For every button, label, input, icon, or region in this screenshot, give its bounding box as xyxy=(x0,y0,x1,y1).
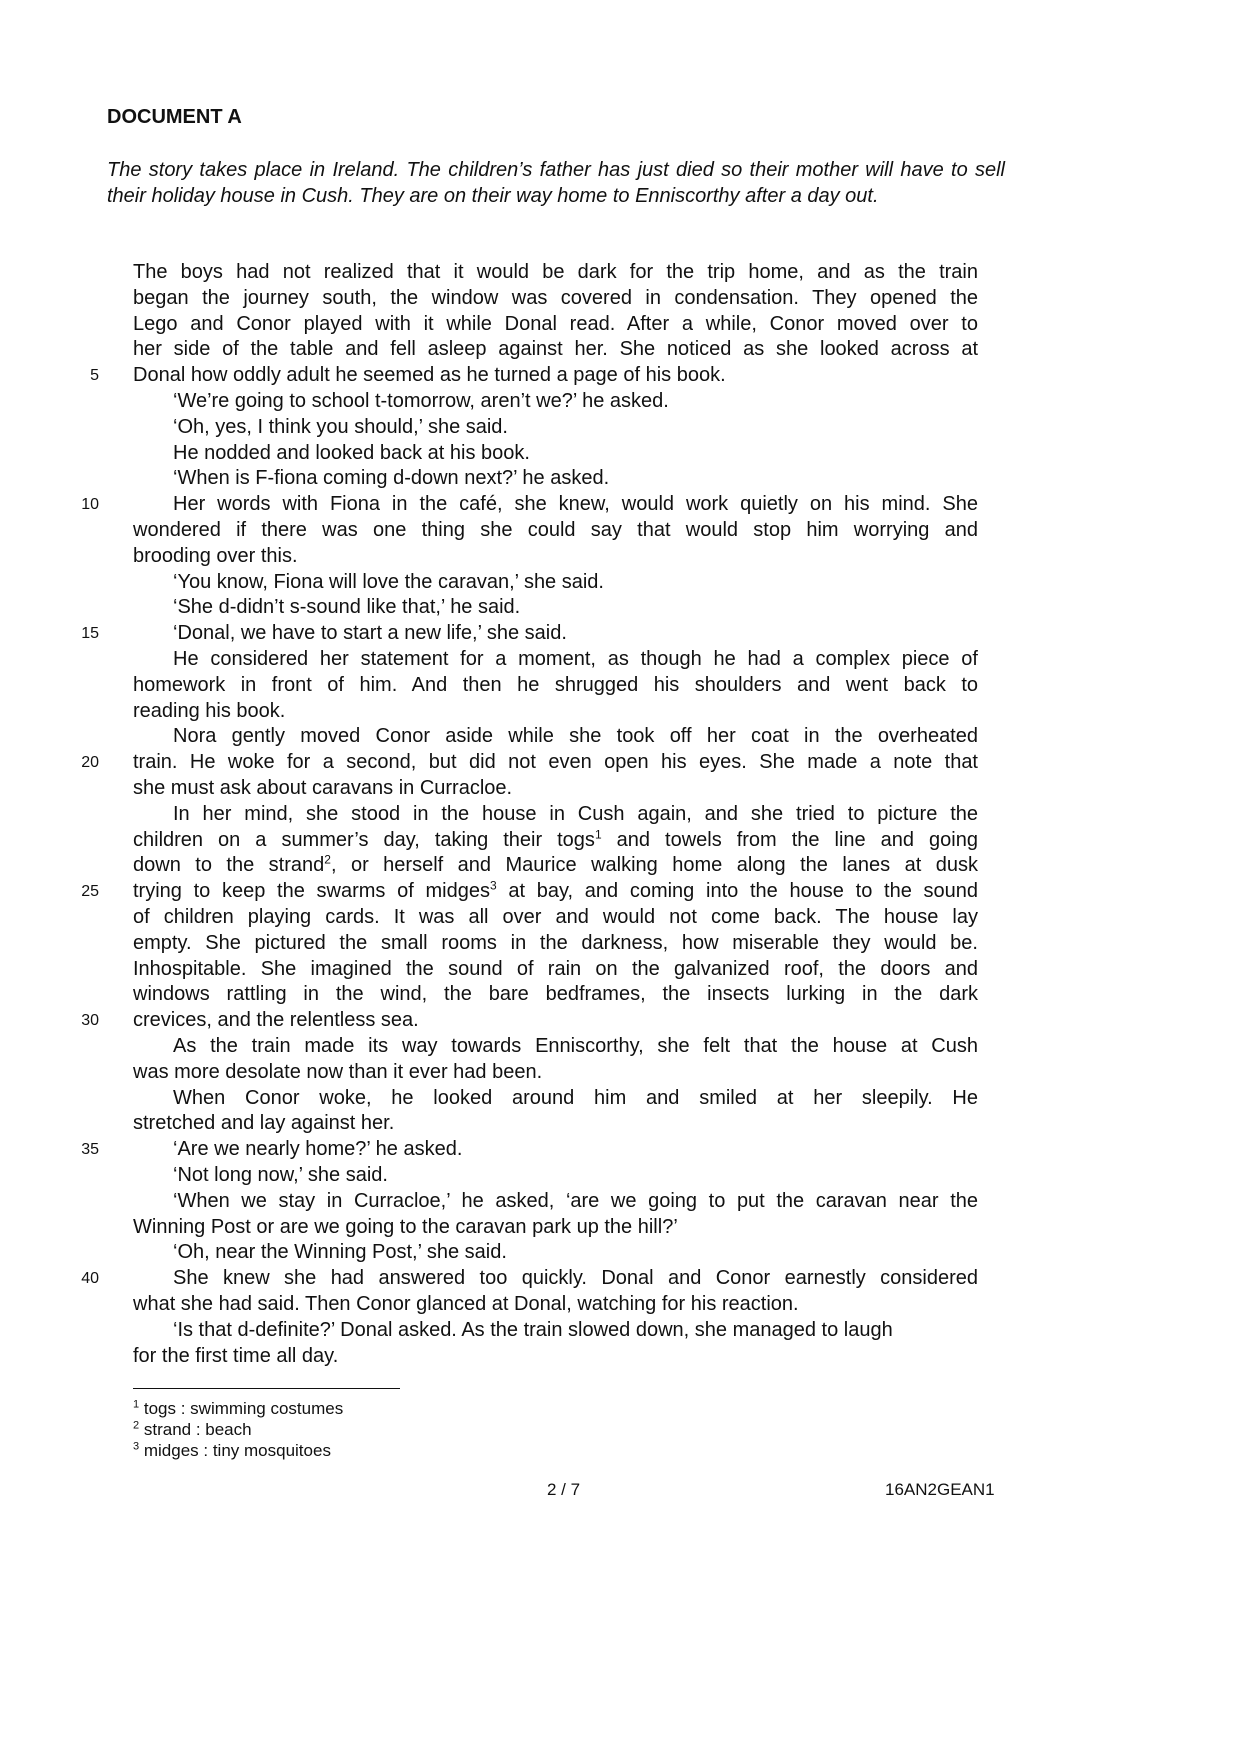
text-line xyxy=(173,1266,978,1292)
text-line-content: He nodded and looked back at his book. xyxy=(173,441,530,464)
text-line-content: As the train made its way towards Enniscorthy, she felt that the house at Cush xyxy=(173,1035,978,1057)
text-line-content: reading his book. xyxy=(133,699,286,722)
footnote-ref: 3 xyxy=(489,878,497,893)
text-line-content: wondered if there was one thing she could say that would stop him worrying and xyxy=(133,519,978,541)
footnote xyxy=(133,1419,252,1440)
text-line-content: ‘You know, Fiona will love the caravan,’ she said. xyxy=(173,570,604,593)
text-line-content: and towels from the line and going xyxy=(601,828,978,851)
footnote-number: 2 xyxy=(133,1419,140,1432)
text-line xyxy=(133,699,978,725)
text-line xyxy=(173,415,978,441)
footnote-number: 3 xyxy=(133,1440,140,1453)
text-line-content: stretched and lay against her. xyxy=(133,1112,395,1135)
text-line xyxy=(133,931,978,957)
line-number: 40 xyxy=(81,1270,99,1288)
text-line xyxy=(173,724,978,750)
text-line xyxy=(133,337,978,363)
text-line-content: Donal how oddly adult he seemed as he turned a page of his book. xyxy=(133,364,726,387)
text-line xyxy=(173,570,978,596)
text-line-content: what she had said. Then Conor glanced at Donal, watching for his reaction. xyxy=(133,1293,799,1315)
text-line xyxy=(133,982,978,1008)
text-line-content: She knew she had answered too quickly. Donal and Conor earnestly considered xyxy=(173,1267,978,1290)
footnote xyxy=(133,1440,331,1461)
text-line-content: He considered her statement for a moment, as though he had a complex piece of xyxy=(173,648,978,670)
footnote-ref: 2 xyxy=(324,852,331,867)
text-line xyxy=(173,595,978,621)
line-number: 35 xyxy=(81,1141,99,1159)
text-line-content: ‘When is F-fiona coming d-down next?’ he asked. xyxy=(173,467,610,490)
text-line xyxy=(133,957,978,983)
text-line xyxy=(133,286,978,312)
footnote-text: strand : beach xyxy=(143,1420,252,1439)
text-line-content: of children playing cards. It was all over and would not come back. The house lay xyxy=(133,906,978,928)
text-line-content: Her words with Fiona in the café, she knew, would work quietly on his mind. She xyxy=(173,493,978,516)
text-line-content: ‘Oh, near the Winning Post,’ she said. xyxy=(173,1241,507,1264)
text-line-content: trying to keep the swarms of midges xyxy=(133,880,490,903)
text-line-content: empty. She pictured the small rooms in the darkness, how miserable they would be. xyxy=(133,931,978,954)
text-line xyxy=(173,802,978,828)
document-code: 16AN2GEAN1 xyxy=(885,1480,995,1499)
text-line xyxy=(173,1137,978,1163)
footnote xyxy=(133,1398,343,1419)
text-line-content: Lego and Conor played with it while Donal read. After a while, Conor moved over to xyxy=(133,312,978,335)
line-number: 30 xyxy=(81,1012,99,1030)
footnote-text: midges : tiny mosquitoes xyxy=(143,1441,331,1460)
line-number: 10 xyxy=(81,496,99,514)
text-line xyxy=(133,518,978,544)
text-line xyxy=(173,1240,978,1266)
footnote-divider xyxy=(133,1388,400,1389)
text-line xyxy=(173,1086,978,1112)
text-line-content: Winning Post or are we going to the caravan park up the hill?’ xyxy=(133,1215,678,1238)
text-line-content: The boys had not realized that it would be dark for the trip home, and as the train xyxy=(133,261,978,283)
line-number: 20 xyxy=(81,754,99,772)
text-line-content: ‘We’re going to school t-tomorrow, aren’t we?’ he asked. xyxy=(173,390,669,412)
text-line xyxy=(173,1318,978,1344)
text-line xyxy=(133,1060,978,1086)
text-line-content: down to the strand xyxy=(133,854,325,877)
line-number: 15 xyxy=(81,625,99,643)
text-line-content: ‘When we stay in Curracloe,’ he asked, ‘are we going to put the caravan near the xyxy=(173,1189,978,1212)
text-line xyxy=(133,260,978,286)
text-line xyxy=(173,466,978,492)
text-line-content: homework in front of him. And then he shrugged his shoulders and went back to xyxy=(133,673,978,696)
text-line-content: at bay, and coming into the house to the sound xyxy=(496,880,978,903)
footnote-ref: 1 xyxy=(594,826,602,841)
text-line xyxy=(133,879,978,905)
text-line-content: began the journey south, the window was covered in condensation. They opened the xyxy=(133,286,978,309)
footnote-number: 1 xyxy=(133,1398,140,1411)
text-line-content: When Conor woke, he looked around him and smiled at her sleepily. He xyxy=(173,1086,978,1109)
text-line xyxy=(133,363,978,389)
text-line xyxy=(133,312,978,338)
text-line-content: ‘Is that d-definite?’ Donal asked. As the train slowed down, she managed to laugh xyxy=(173,1318,893,1341)
text-line-content: ‘Oh, yes, I think you should,’ she said. xyxy=(173,415,508,438)
text-line xyxy=(173,1189,978,1215)
text-line xyxy=(173,389,978,415)
text-line xyxy=(133,1215,978,1241)
page-number: 2 / 7 xyxy=(547,1480,581,1499)
text-line xyxy=(173,621,978,647)
text-line xyxy=(133,828,978,854)
text-line xyxy=(133,1111,978,1137)
text-line-content: ‘She d-didn’t s-sound like that,’ he said. xyxy=(173,596,521,619)
document-title: DOCUMENT A xyxy=(107,106,242,128)
text-line-content: was more desolate now than it ever had been. xyxy=(133,1060,543,1083)
text-line-content: ‘Donal, we have to start a new life,’ she said. xyxy=(173,622,567,645)
text-line-content: In her mind, she stood in the house in Cush again, and she tried to picture the xyxy=(173,802,978,825)
text-line xyxy=(133,905,978,931)
text-line xyxy=(133,853,978,879)
text-line-content: crevices, and the relentless sea. xyxy=(133,1009,419,1032)
text-line-content: brooding over this. xyxy=(133,544,298,567)
text-line-content: ‘Not long now,’ she said. xyxy=(173,1164,388,1186)
text-line-content: children on a summer’s day, taking their togs xyxy=(133,828,595,851)
text-line xyxy=(173,441,978,467)
text-line xyxy=(133,1344,978,1370)
text-line-content: , or herself and Maurice walking home along the lanes at dusk xyxy=(330,854,978,877)
text-line xyxy=(173,1163,978,1189)
text-line-content: windows rattling in the wind, the bare bedframes, the insects lurking in the dark xyxy=(133,983,978,1006)
text-line xyxy=(173,1034,978,1060)
footnote-text: togs : swimming costumes xyxy=(143,1399,344,1418)
line-number: 5 xyxy=(90,367,99,385)
text-line xyxy=(173,492,978,518)
text-line xyxy=(133,750,978,776)
text-line xyxy=(133,1292,978,1318)
text-line xyxy=(133,673,978,699)
intro-paragraph: The story takes place in Ireland. The children’s father has just died so their mother will have to sell their holiday house in Cush. They are on their way home to Enniscorthy after a day out. xyxy=(107,159,1005,207)
text-line-content: for the first time all day. xyxy=(133,1344,339,1367)
text-line xyxy=(173,647,978,673)
text-line-content: Inhospitable. She imagined the sound of rain on the galvanized roof, the doors and xyxy=(133,957,978,980)
text-line-content: ‘Are we nearly home?’ he asked. xyxy=(173,1138,463,1161)
line-number: 25 xyxy=(81,883,99,901)
text-line-content: Nora gently moved Conor aside while she took off her coat in the overheated xyxy=(173,725,978,748)
text-line xyxy=(133,776,978,802)
text-line-content: she must ask about caravans in Curracloe. xyxy=(133,777,513,799)
text-line xyxy=(133,544,978,570)
text-line xyxy=(133,1008,978,1034)
text-line-content: her side of the table and fell asleep against her. She noticed as she looked across at xyxy=(133,338,978,361)
text-line-content: train. He woke for a second, but did not even open his eyes. She made a note that xyxy=(133,751,978,774)
